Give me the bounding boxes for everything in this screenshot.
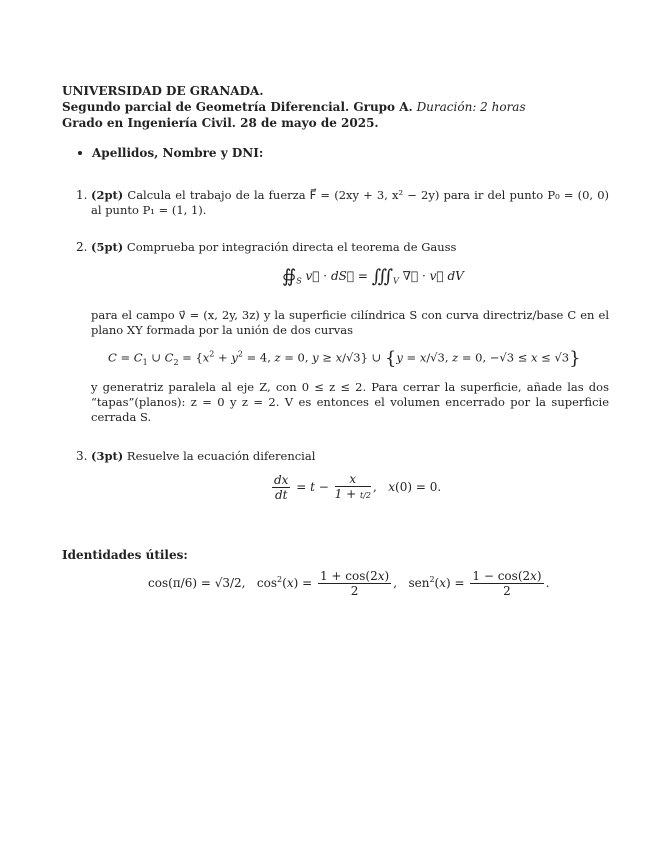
problem-2-field: para el campo v⃗ = (x, 2y, 3z) y la superficie cilíndrica S con curva directriz/base C en el plano XY formada por la unión de dos curvas (91, 308, 609, 337)
exam-title-line: Segundo parcial de Geometría Diferencial. Grupo A. Duración: 2 horas (62, 100, 526, 114)
identities-title: Identidades útiles: (62, 548, 188, 562)
identities-equations: cos(π/6) = √3/2, $\cos^2(x)$ = $\frac{1 + \cos(2x)}{2}$ , sen$^2$(x) = $\frac{1 - \cos(2x)}{2}$ . (148, 569, 550, 598)
curve-definition: $C = C_1$ ∪ $C_2 = \{x^2 + y^2 = 4$, z = 0, y ≥ x/√3} ∪ {y = x/√3, z = 0, −√3 ≤ x ≤ √3} (108, 348, 581, 369)
duration: Duración: 2 horas (416, 100, 526, 114)
problem-2-number: 2. (76, 240, 88, 254)
degree-date: Grado en Ingeniería Civil. 28 de mayo de 2025. (62, 116, 379, 130)
student-field: Apellidos, Nombre y DNI: (78, 146, 263, 160)
problem-3-number: 3. (76, 449, 88, 463)
problem-1-text: (2pt) Calcula el trabajo de la fuerza F⃗ = (2xy + 3, x² − 2y) para ir del punto P₀ = (0, 0) al punto P₁ = (1, 1). (91, 188, 609, 217)
problem-1-number: 1. (76, 188, 88, 202)
problem-2-intro: (5pt) Comprueba por integración directa el teorema de Gauss (91, 240, 457, 254)
gauss-equation: $∯_S$ v⃗ · dS⃗ = $∭_V$ ∇⃗ · v⃗ dV (282, 266, 464, 287)
problem-3-intro: (3pt) Resuelve la ecuación diferencial (91, 449, 316, 463)
university-title: UNIVERSIDAD DE GRANADA. (62, 84, 264, 98)
problem-2-end: y generatriz paralela al eje Z, con 0 ≤ z ≤ 2. Para cerrar la superficie, añade las dos “tapas”(planos): z = 0 y z = 2. V es entonces el volumen encerrado por la superficie cerrada S. (91, 380, 609, 424)
differential-equation: $\frac{dx}{dt}$ = t − $\frac{x}{1 + t/2}$ , x(0) = 0. (274, 472, 442, 502)
